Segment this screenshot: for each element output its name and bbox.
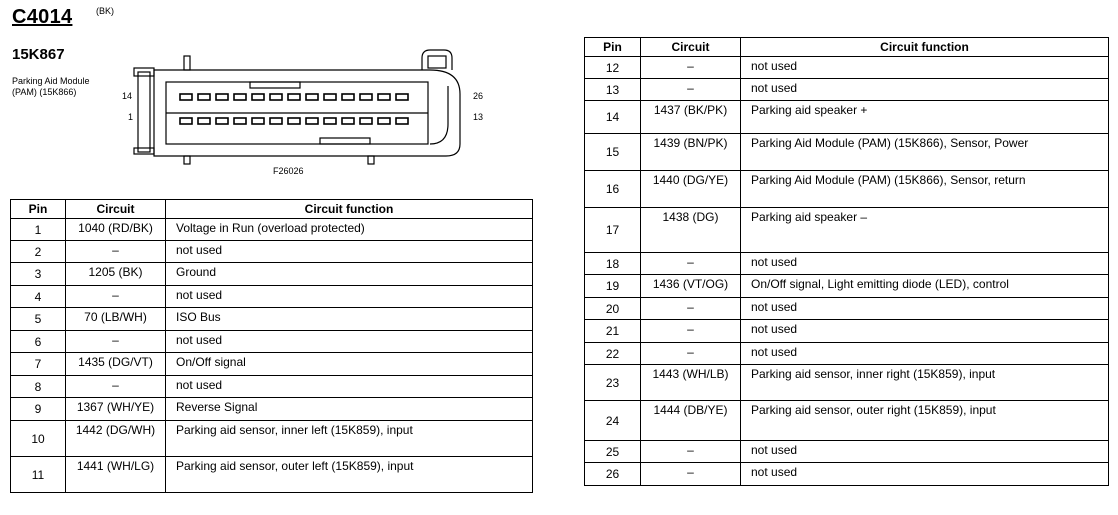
- pin-label-left-bottom: 1: [128, 112, 134, 122]
- connector-color-code: (BK): [96, 6, 114, 16]
- pin-cell: 18: [585, 253, 641, 275]
- function-cell: Parking aid sensor, outer right (15K859), input: [741, 401, 1109, 441]
- pin-cell: 24: [585, 401, 641, 441]
- pin-cell: 26: [585, 463, 641, 486]
- header-pin: Pin: [585, 38, 641, 57]
- table-row: [585, 208, 1109, 253]
- pin-cell: 1: [11, 219, 66, 241]
- function-cell: Parking aid sensor, outer left (15K859), input: [166, 457, 533, 493]
- header-circuit-function: Circuit function: [166, 200, 533, 219]
- circuit-cell: 1367 (WH/YE): [66, 398, 166, 421]
- pin-cell: 15: [585, 134, 641, 171]
- circuit-cell: 1437 (BK/PK): [641, 101, 741, 134]
- table-row: [585, 401, 1109, 441]
- pin-cell: 19: [585, 275, 641, 298]
- function-cell: not used: [166, 331, 533, 353]
- table-row: [585, 365, 1109, 401]
- function-cell: Parking aid speaker +: [741, 101, 1109, 134]
- figure-code: F26026: [273, 166, 304, 176]
- pin-cell: 8: [11, 376, 66, 398]
- table-row: [11, 421, 533, 457]
- table-row: [585, 320, 1109, 343]
- circuit-cell: –: [641, 253, 741, 275]
- table-row: [11, 353, 533, 376]
- table-row: [585, 463, 1109, 486]
- function-cell: not used: [741, 253, 1109, 275]
- function-cell: not used: [166, 376, 533, 398]
- circuit-cell: –: [66, 241, 166, 263]
- circuit-cell: 1205 (BK): [66, 263, 166, 286]
- pin-cell: 25: [585, 441, 641, 463]
- pin-cell: 11: [11, 457, 66, 493]
- circuit-cell: –: [66, 286, 166, 308]
- circuit-cell: –: [641, 320, 741, 343]
- function-cell: Ground: [166, 263, 533, 286]
- circuit-cell: –: [641, 343, 741, 365]
- table-row: [11, 308, 533, 331]
- circuit-cell: 1442 (DG/WH): [66, 421, 166, 457]
- circuit-cell: 1438 (DG): [641, 208, 741, 253]
- pin-cell: 22: [585, 343, 641, 365]
- circuit-cell: 1436 (VT/OG): [641, 275, 741, 298]
- circuit-cell: –: [641, 79, 741, 101]
- table-row: [11, 241, 533, 263]
- module-line-2: (PAM) (15K866): [12, 87, 77, 97]
- pin-cell: 16: [585, 171, 641, 208]
- pin-table-right: [584, 37, 1109, 486]
- table-row: [585, 275, 1109, 298]
- table-row: [585, 101, 1109, 134]
- function-cell: not used: [741, 463, 1109, 486]
- table-row: [585, 441, 1109, 463]
- function-cell: Parking aid sensor, inner left (15K859), input: [166, 421, 533, 457]
- circuit-cell: 1040 (RD/BK): [66, 219, 166, 241]
- circuit-cell: 1440 (DG/YE): [641, 171, 741, 208]
- function-cell: Reverse Signal: [166, 398, 533, 421]
- pin-cell: 9: [11, 398, 66, 421]
- module-line-1: Parking Aid Module: [12, 76, 90, 86]
- function-cell: not used: [741, 441, 1109, 463]
- pin-label-right-bottom: 13: [473, 112, 484, 122]
- function-cell: not used: [741, 320, 1109, 343]
- module-description: [12, 76, 122, 98]
- function-cell: Parking Aid Module (PAM) (15K866), Sensor, Power: [741, 134, 1109, 171]
- circuit-cell: 1441 (WH/LG): [66, 457, 166, 493]
- pin-label-left-top: 14: [122, 91, 133, 101]
- pin-cell: 20: [585, 298, 641, 320]
- pin-label-right-top: 26: [473, 91, 484, 101]
- header-circuit: Circuit: [641, 38, 741, 57]
- part-number: 15K867: [12, 46, 65, 63]
- pin-cell: 4: [11, 286, 66, 308]
- circuit-cell: 1435 (DG/VT): [66, 353, 166, 376]
- circuit-cell: –: [641, 441, 741, 463]
- pin-table-right-body: [585, 57, 1109, 486]
- table-row: [585, 298, 1109, 320]
- pin-cell: 23: [585, 365, 641, 401]
- pin-cell: 7: [11, 353, 66, 376]
- table-row: [11, 219, 533, 241]
- pin-cell: 12: [585, 57, 641, 79]
- function-cell: not used: [741, 79, 1109, 101]
- header-circuit: Circuit: [66, 200, 166, 219]
- function-cell: not used: [741, 57, 1109, 79]
- circuit-cell: 1439 (BN/PK): [641, 134, 741, 171]
- function-cell: not used: [741, 298, 1109, 320]
- pin-cell: 10: [11, 421, 66, 457]
- pin-cell: 14: [585, 101, 641, 134]
- pin-cell: 2: [11, 241, 66, 263]
- function-cell: On/Off signal: [166, 353, 533, 376]
- function-cell: Voltage in Run (overload protected): [166, 219, 533, 241]
- table-row: [11, 331, 533, 353]
- pin-cell: 3: [11, 263, 66, 286]
- table-row: [585, 134, 1109, 171]
- circuit-cell: 70 (LB/WH): [66, 308, 166, 331]
- circuit-cell: –: [641, 298, 741, 320]
- pin-cell: 13: [585, 79, 641, 101]
- connector-face-diagram: [130, 44, 470, 169]
- header-pin: Pin: [11, 200, 66, 219]
- circuit-cell: –: [66, 376, 166, 398]
- circuit-cell: –: [641, 57, 741, 79]
- function-cell: Parking aid sensor, inner right (15K859), input: [741, 365, 1109, 401]
- function-cell: Parking Aid Module (PAM) (15K866), Sensor, return: [741, 171, 1109, 208]
- pin-table-left-body: [11, 219, 533, 493]
- circuit-cell: 1443 (WH/LB): [641, 365, 741, 401]
- table-row: [11, 376, 533, 398]
- table-row: [11, 457, 533, 493]
- table-row: [585, 343, 1109, 365]
- table-row: [11, 286, 533, 308]
- pin-cell: 6: [11, 331, 66, 353]
- pin-cell: 5: [11, 308, 66, 331]
- table-row: [585, 171, 1109, 208]
- function-cell: not used: [741, 343, 1109, 365]
- function-cell: not used: [166, 286, 533, 308]
- circuit-cell: –: [641, 463, 741, 486]
- header-circuit-function: Circuit function: [741, 38, 1109, 57]
- connector-title: C4014: [12, 6, 73, 28]
- function-cell: Parking aid speaker –: [741, 208, 1109, 253]
- function-cell: On/Off signal, Light emitting diode (LED), control: [741, 275, 1109, 298]
- table-row: [11, 263, 533, 286]
- pin-cell: 21: [585, 320, 641, 343]
- table-row: [585, 57, 1109, 79]
- function-cell: ISO Bus: [166, 308, 533, 331]
- pin-cell: 17: [585, 208, 641, 253]
- table-row: [585, 253, 1109, 275]
- table-row: [11, 398, 533, 421]
- pin-table-left: [10, 199, 533, 493]
- function-cell: not used: [166, 241, 533, 263]
- table-row: [585, 79, 1109, 101]
- circuit-cell: 1444 (DB/YE): [641, 401, 741, 441]
- circuit-cell: –: [66, 331, 166, 353]
